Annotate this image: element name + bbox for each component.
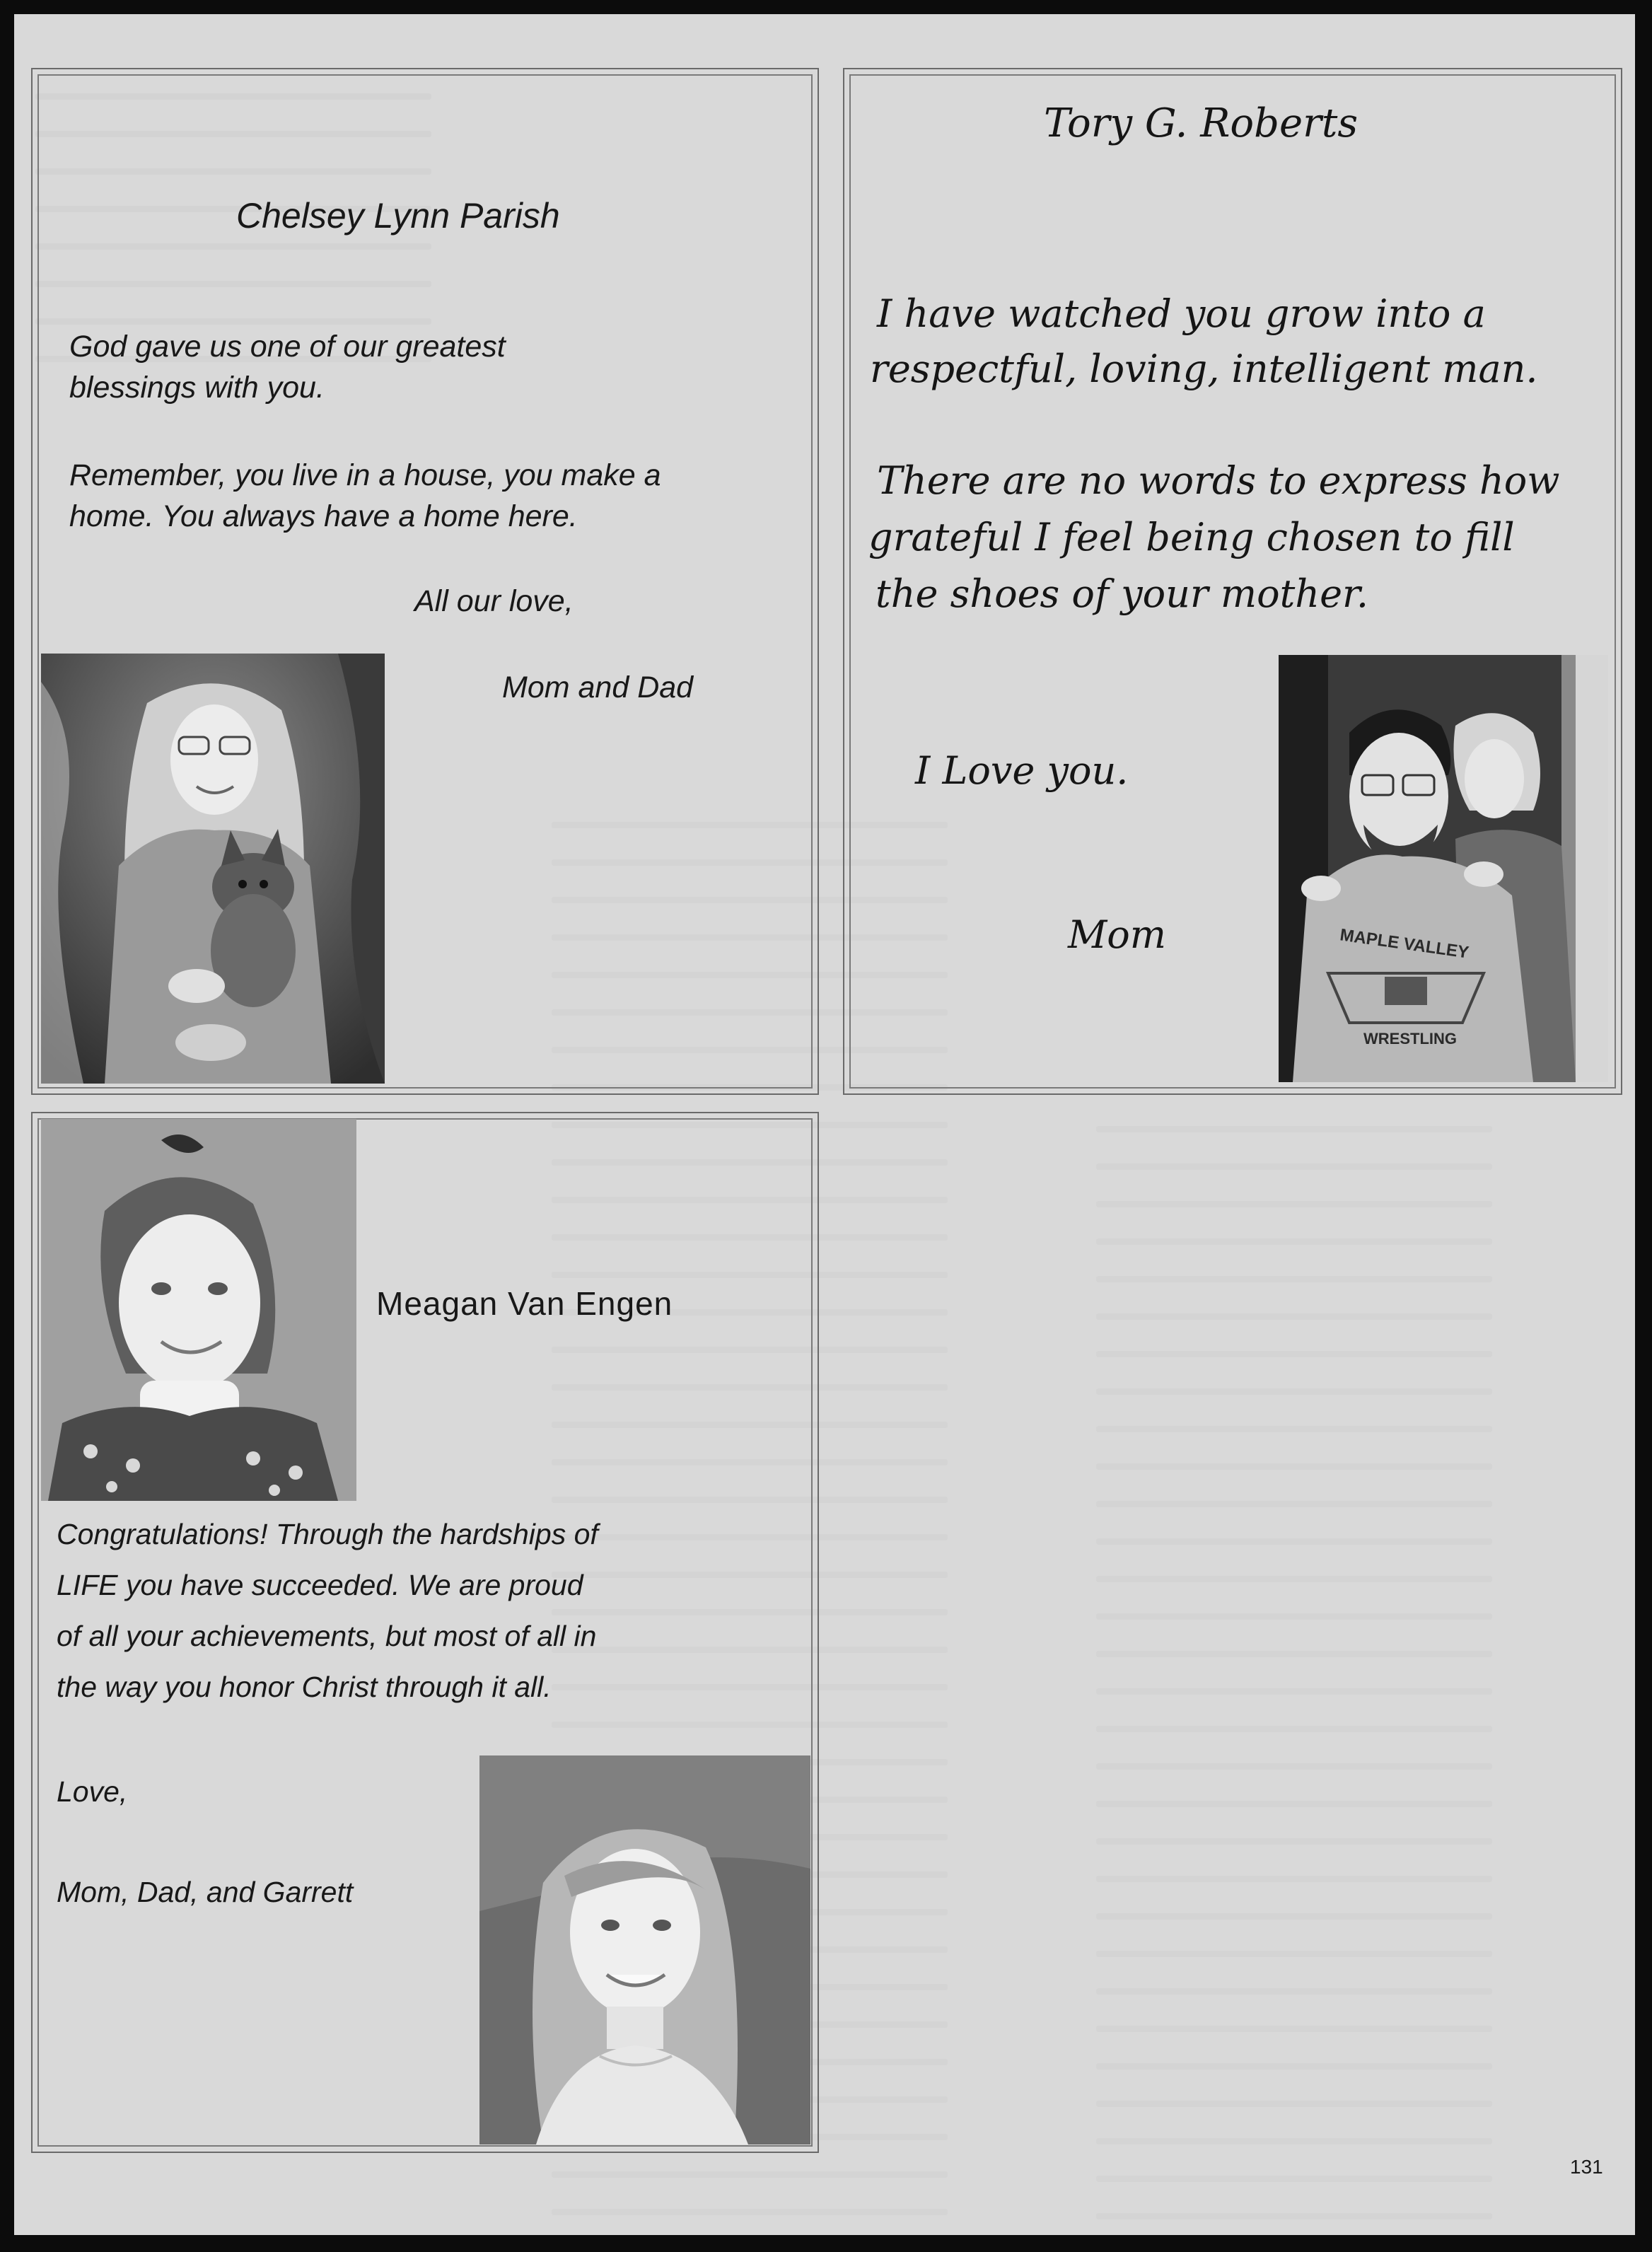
ad-meagan-line2: LIFE you have succeeded. We are proud	[57, 1569, 583, 1601]
ad-tory-line2: respectful, loving, intelligent man.	[870, 347, 1538, 391]
ad-chelsey-name: Chelsey Lynn Parish	[236, 196, 560, 236]
ad-tory-line4: grateful I feel being chosen to fill	[868, 515, 1515, 559]
ghost-lines-right	[1096, 1118, 1492, 2235]
chelsey-photo	[41, 654, 385, 1084]
ad-chelsey-line4: home. You always have a home here.	[69, 499, 578, 533]
ad-tory-signature: Mom	[1068, 912, 1167, 957]
ad-meagan-closing: Love,	[57, 1775, 128, 1808]
ad-tory-name: Tory G. Roberts	[1044, 100, 1359, 146]
ad-tory-line1: I have watched you grow into a	[877, 291, 1486, 336]
ad-meagan-line1: Congratulations! Through the hardships of	[57, 1518, 598, 1550]
ad-chelsey-closing: All our love,	[414, 584, 574, 618]
ad-tory-line6: I Love you.	[915, 748, 1129, 793]
ad-tory-line3: There are no words to express how	[877, 458, 1560, 503]
meagan-child-photo	[41, 1119, 356, 1501]
ad-chelsey-line1: God gave us one of our greatest	[69, 330, 506, 364]
ad-chelsey-line2: blessings with you.	[69, 371, 325, 405]
yearbook-page	[14, 14, 1635, 2235]
ad-meagan-line4: the way you honor Christ through it all.	[57, 1671, 552, 1703]
tory-sweatshirt-text-bottom: WRESTLING	[1363, 1030, 1457, 1047]
tory-sweatshirt-text-top: MAPLE VALLEY	[1339, 925, 1470, 963]
tory-photo	[1279, 655, 1608, 1082]
ad-chelsey-line3: Remember, you live in a house, you make a	[69, 458, 661, 492]
page-number: 131	[1570, 2156, 1603, 2178]
ad-meagan-line3: of all your achievements, but most of all in	[57, 1620, 597, 1652]
meagan-senior-photo	[479, 1755, 810, 2144]
ad-tory-line5: the shoes of your mother.	[876, 571, 1369, 616]
ad-chelsey-signature: Mom and Dad	[502, 671, 694, 704]
ad-meagan-signature: Mom, Dad, and Garrett	[57, 1876, 354, 1908]
ad-meagan-name: Meagan Van Engen	[376, 1285, 673, 1322]
